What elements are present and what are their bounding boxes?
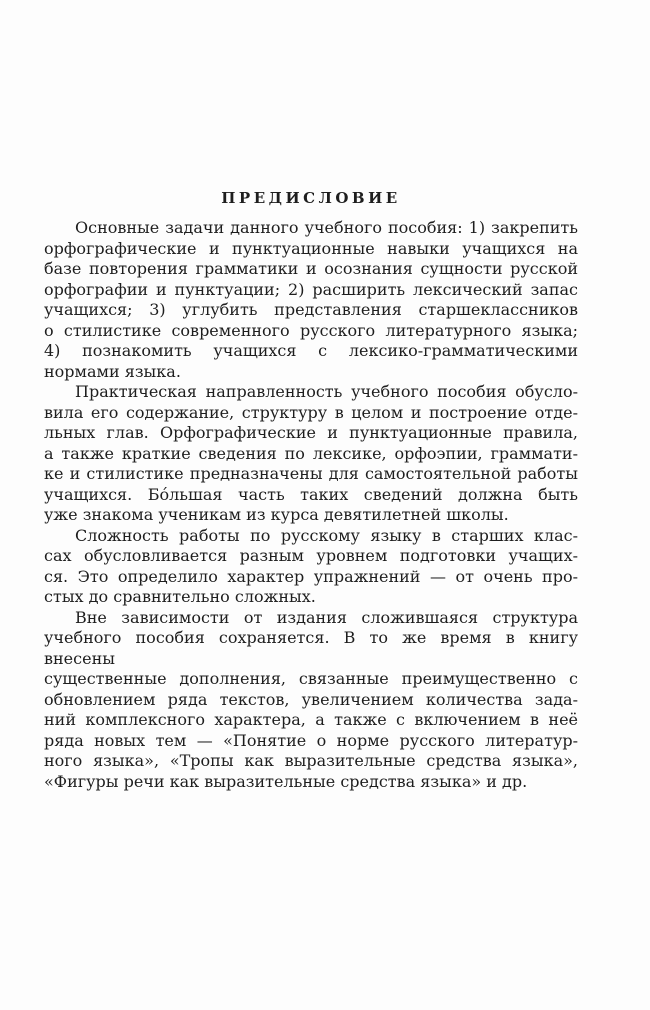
text-line: существенные дополнения, связанные преимущественно с	[44, 669, 578, 688]
text-line: Вне зависимости от издания сложившаяся структура	[75, 607, 578, 627]
text-line: ряда новых тем — «Понятие о норме русского литератур-	[44, 730, 578, 750]
text-line: уже знакома ученикам из курса девятилетней школы.	[44, 505, 509, 524]
paragraph	[44, 218, 578, 382]
text-line: учащихся; 3) углубить представления старшеклассников	[44, 300, 578, 319]
text-line: «Фигуры речи как выразительные средства языка» и др.	[44, 771, 528, 791]
text-line: ке и стилистике предназначены для самостоятельной работы	[44, 464, 578, 483]
text-line: Основные задачи данного учебного пособия: 1) закрепить	[75, 218, 578, 237]
page-title: ПРЕДИСЛОВИЕ	[221, 189, 401, 207]
text-line: Сложность работы по русскому языку в старших клас-	[75, 525, 578, 545]
text-line: базе повторения грамматики и осознания сущности русской	[44, 259, 578, 278]
text-line: льных глав. Орфографические и пунктуационные правила,	[44, 423, 578, 442]
text-line: а также краткие сведения по лексике, орфоэпии, граммати-	[44, 443, 578, 463]
text-line: сах обусловливается разным уровнем подготовки учащих-	[44, 546, 578, 565]
text-line: стых до сравнительно сложных.	[44, 587, 316, 606]
text-line: ного языка», «Тропы как выразительные средства языка»,	[44, 751, 578, 770]
paragraph	[44, 526, 578, 608]
paragraph	[44, 608, 578, 793]
text-line: вила его содержание, структуру в целом и построение отде-	[44, 402, 578, 422]
text-line: учебного пособия сохраняется. В то же время в книгу внесены	[44, 628, 578, 668]
text-line: нормами языка.	[44, 361, 181, 381]
text-line: 4) познакомить учащихся с лексико-грамматическими	[44, 341, 578, 360]
text-line: учащихся. Бо́льшая часть таких сведений должна быть	[44, 484, 578, 504]
text-line: о стилистике современного русского литературного языка;	[44, 320, 578, 340]
text-line: ся. Это определило характер упражнений — от очень про-	[44, 566, 578, 586]
paragraph	[44, 382, 578, 526]
text-line: Практическая направленность учебного пособия обусло-	[75, 382, 578, 401]
text-line: орфографии и пунктуации; 2) расширить лексический запас	[44, 279, 578, 299]
text-line: обновлением ряда текстов, увеличением количества зада-	[44, 689, 578, 709]
text-block	[44, 218, 578, 792]
text-line: орфографические и пунктуационные навыки учащихся на	[44, 238, 578, 258]
text-line: ний комплексного характера, а также с включением в неё	[44, 710, 578, 729]
